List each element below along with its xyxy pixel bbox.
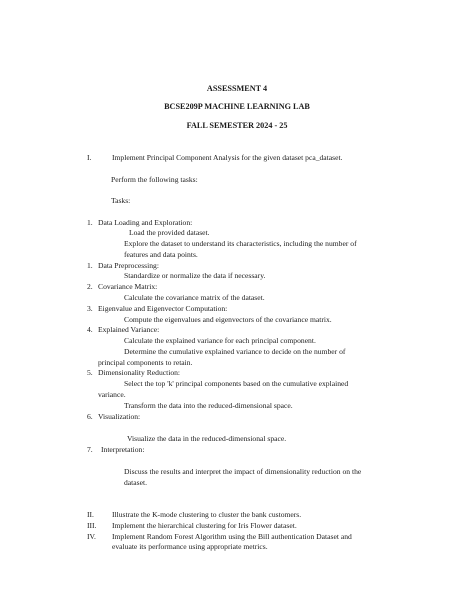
- task-number: 5.: [87, 368, 93, 377]
- task-number: 6.: [87, 412, 93, 421]
- task-title: Eigenvalue and Eigenvector Computation:: [98, 304, 228, 313]
- course-title: BCSE209P MACHINE LEARNING LAB: [164, 102, 310, 111]
- task-title: Dimensionality Reduction:: [98, 368, 181, 377]
- task-line: Compute the eigenvalues and eigenvectors of the covariance matrix.: [124, 315, 332, 324]
- semester-title: FALL SEMESTER 2024 - 25: [186, 121, 288, 130]
- task-title: Data Loading and Exploration:: [98, 218, 193, 227]
- question-1-numeral: I.: [87, 153, 92, 162]
- tasks-label: Tasks:: [111, 196, 131, 205]
- question-3-numeral: III.: [87, 521, 97, 530]
- task-title: Interpretation:: [101, 445, 145, 454]
- task-number: 7.: [87, 445, 93, 454]
- task-line: Discuss the results and interpret the impact of dimensionality reduction on the: [124, 467, 362, 476]
- task-line: variance.: [98, 390, 126, 399]
- task-number: 1.: [87, 218, 93, 227]
- task-line: Transform the data into the reduced-dimensional space.: [124, 401, 293, 410]
- task-number: 4.: [87, 325, 93, 334]
- question-3-text: Implement the hierarchical clustering for Iris Flower dataset.: [112, 521, 297, 530]
- task-line: Load the provided dataset.: [129, 228, 210, 237]
- task-line: principal components to retain.: [98, 358, 193, 367]
- task-line: features and data points.: [124, 250, 198, 259]
- task-number: 1.: [87, 261, 93, 270]
- task-number: 3.: [87, 304, 93, 313]
- question-4-text: Implement Random Forest Algorithm using the Bill authentication Dataset and: [112, 532, 352, 541]
- question-2-text: Illustrate the K-mode clustering to cluster the bank customers.: [112, 510, 302, 519]
- task-line: dataset.: [124, 478, 147, 487]
- question-2-numeral: II.: [87, 510, 94, 519]
- task-line: Calculate the covariance matrix of the dataset.: [124, 293, 265, 302]
- task-line: Calculate the explained variance for each principal component.: [124, 336, 316, 345]
- task-number: 2.: [87, 282, 93, 291]
- task-line: Explore the dataset to understand its characteristics, including the number of: [124, 239, 357, 248]
- assessment-title: ASSESSMENT 4: [206, 84, 268, 93]
- question-4-text-cont: evaluate its performance using appropriate metrics.: [112, 542, 268, 551]
- question-1-text: Implement Principal Component Analysis for the given dataset pca_dataset.: [112, 153, 343, 162]
- task-title: Data Preprocessing:: [98, 261, 159, 270]
- task-line: Determine the cumulative explained variance to decide on the number of: [124, 347, 346, 356]
- perform-tasks-line: Perform the following tasks:: [111, 175, 198, 184]
- task-title: Covariance Matrix:: [98, 282, 158, 291]
- task-line: Standardize or normalize the data if necessary.: [124, 271, 266, 280]
- task-line: Visualize the data in the reduced-dimensional space.: [127, 434, 287, 443]
- task-line: Select the top 'k' principal components based on the cumulative explained: [124, 379, 349, 388]
- task-title: Visualization:: [98, 412, 141, 421]
- question-4-numeral: IV.: [87, 532, 96, 541]
- task-title: Explained Variance:: [98, 325, 160, 334]
